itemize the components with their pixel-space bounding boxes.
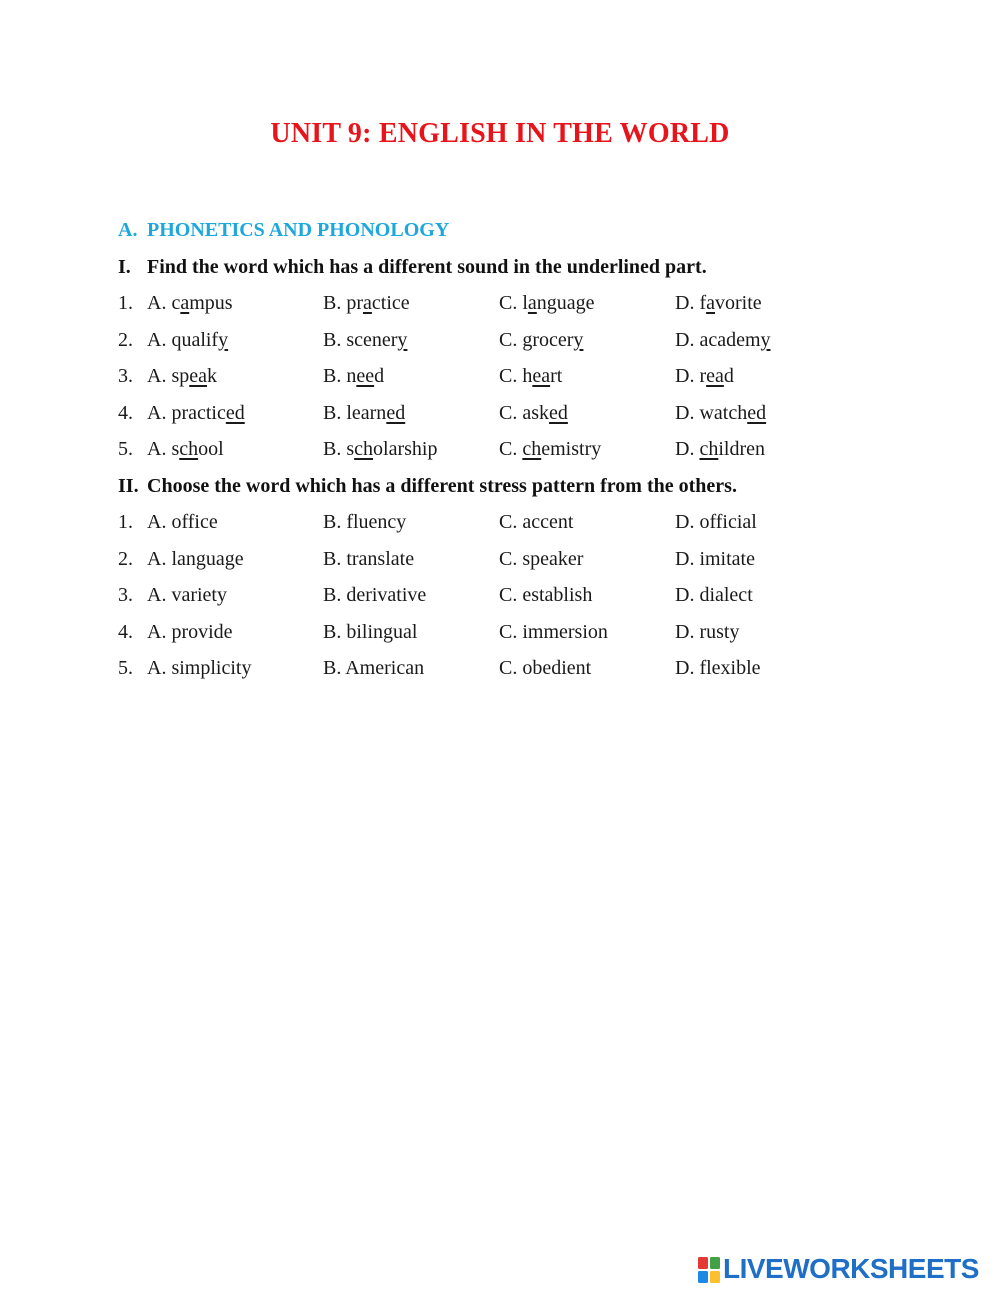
- exercise-1-question-2: [118, 329, 918, 359]
- underlined-part: y: [573, 328, 584, 351]
- option-b[interactable]: B. need: [323, 365, 385, 387]
- question-number: 1.: [118, 511, 133, 533]
- underlined-part: ea: [532, 365, 551, 387]
- worksheet-title: UNIT 9: ENGLISH IN THE WORLD: [270, 118, 730, 149]
- underlined-part: y: [218, 328, 229, 351]
- question-number: 3.: [118, 584, 133, 606]
- option-c[interactable]: C. accent: [499, 511, 574, 533]
- underlined-part: ea: [706, 365, 724, 387]
- option-c[interactable]: C. language: [499, 292, 595, 314]
- option-c[interactable]: C. asked: [499, 401, 568, 424]
- option-d[interactable]: D. rusty: [675, 620, 740, 643]
- question-number: 5.: [118, 657, 133, 679]
- option-d[interactable]: D. flexible: [675, 657, 761, 679]
- underlined-part: ed: [225, 401, 245, 424]
- exercise-1-question-4: [118, 402, 918, 432]
- exercise-1-number: I.: [118, 256, 131, 278]
- exercise-2-number: II.: [118, 475, 139, 497]
- exercise-1-heading: [118, 256, 707, 279]
- question-number: 3.: [118, 365, 133, 387]
- option-a[interactable]: A. school: [147, 438, 224, 460]
- option-d[interactable]: D. academy: [675, 328, 771, 351]
- underlined-part: a: [363, 292, 372, 314]
- option-d[interactable]: D. read: [675, 365, 734, 387]
- underlined-part: ch: [522, 438, 542, 460]
- option-c[interactable]: C. heart: [499, 365, 563, 387]
- exercise-1-question-1: [118, 292, 918, 322]
- underlined-part: ee: [356, 365, 375, 387]
- question-number: 4.: [118, 620, 133, 643]
- underlined-part: ch: [699, 438, 719, 460]
- underlined-part: a: [527, 292, 537, 314]
- option-c[interactable]: C. obedient: [499, 657, 592, 679]
- option-d[interactable]: D. children: [675, 438, 765, 460]
- option-b[interactable]: B. American: [323, 657, 425, 679]
- option-b[interactable]: B. scholarship: [323, 438, 438, 460]
- option-c[interactable]: C. immersion: [499, 620, 608, 643]
- option-a[interactable]: A. office: [147, 511, 218, 533]
- option-b[interactable]: B. derivative: [323, 584, 427, 606]
- option-a[interactable]: A. practiced: [147, 401, 245, 424]
- exercise-2-heading: [118, 475, 737, 498]
- question-number: 1.: [118, 292, 133, 314]
- exercise-2-question-3: [118, 584, 918, 614]
- underlined-part: ch: [179, 438, 199, 460]
- underlined-part: ed: [386, 401, 406, 424]
- option-c[interactable]: C. chemistry: [499, 438, 602, 460]
- question-number: 2.: [118, 547, 133, 570]
- option-a[interactable]: A. qualify: [147, 328, 229, 351]
- option-b[interactable]: B. bilingual: [323, 620, 418, 643]
- underlined-part: ea: [189, 365, 207, 387]
- exercise-2-question-5: [118, 657, 918, 687]
- option-c[interactable]: C. speaker: [499, 547, 584, 570]
- logo-text: LIVEWORKSHEETS: [723, 1253, 979, 1284]
- exercise-2-question-4: [118, 621, 918, 651]
- section-a-label: A.: [118, 219, 138, 241]
- underlined-part: ch: [354, 438, 374, 460]
- option-b[interactable]: B. scenery: [323, 328, 408, 351]
- option-b[interactable]: B. translate: [323, 547, 415, 570]
- option-b[interactable]: B. fluency: [323, 511, 407, 533]
- exercise-2-instruction: Choose the word which has a different stress pattern from the others.: [147, 475, 737, 497]
- exercise-1-question-3: [118, 365, 918, 395]
- option-a[interactable]: A. language: [147, 547, 244, 570]
- exercise-1-instruction: Find the word which has a different sound in the underlined part.: [147, 256, 707, 278]
- question-number: 4.: [118, 401, 133, 424]
- option-a[interactable]: A. campus: [147, 292, 233, 314]
- option-a[interactable]: A. variety: [147, 584, 227, 606]
- option-d[interactable]: D. dialect: [675, 584, 753, 606]
- underlined-part: y: [397, 328, 408, 351]
- option-c[interactable]: C. grocery: [499, 328, 584, 351]
- option-b[interactable]: B. practice: [323, 292, 410, 314]
- exercise-2-question-2: [118, 548, 918, 578]
- option-d[interactable]: D. favorite: [675, 292, 762, 314]
- underlined-part: a: [706, 292, 715, 314]
- option-a[interactable]: A. provide: [147, 620, 233, 643]
- option-c[interactable]: C. establish: [499, 584, 593, 606]
- liveworksheets-logo[interactable]: [698, 1253, 994, 1287]
- underlined-part: a: [180, 292, 190, 314]
- logo-tiles-icon: [698, 1257, 720, 1283]
- option-d[interactable]: D. imitate: [675, 547, 755, 570]
- option-a[interactable]: A. speak: [147, 365, 217, 387]
- option-b[interactable]: B. learned: [323, 401, 406, 424]
- question-number: 2.: [118, 328, 133, 351]
- exercise-2-question-1: [118, 511, 918, 541]
- section-a-text: PHONETICS AND PHONOLOGY: [147, 219, 450, 241]
- exercise-1-question-5: [118, 438, 918, 468]
- question-number: 5.: [118, 438, 133, 460]
- section-a-heading: [118, 219, 449, 242]
- option-d[interactable]: D. official: [675, 511, 757, 533]
- underlined-part: y: [760, 328, 771, 351]
- option-a[interactable]: A. simplicity: [147, 657, 252, 679]
- underlined-part: ed: [747, 401, 767, 424]
- underlined-part: ed: [549, 401, 568, 424]
- option-d[interactable]: D. watched: [675, 401, 767, 424]
